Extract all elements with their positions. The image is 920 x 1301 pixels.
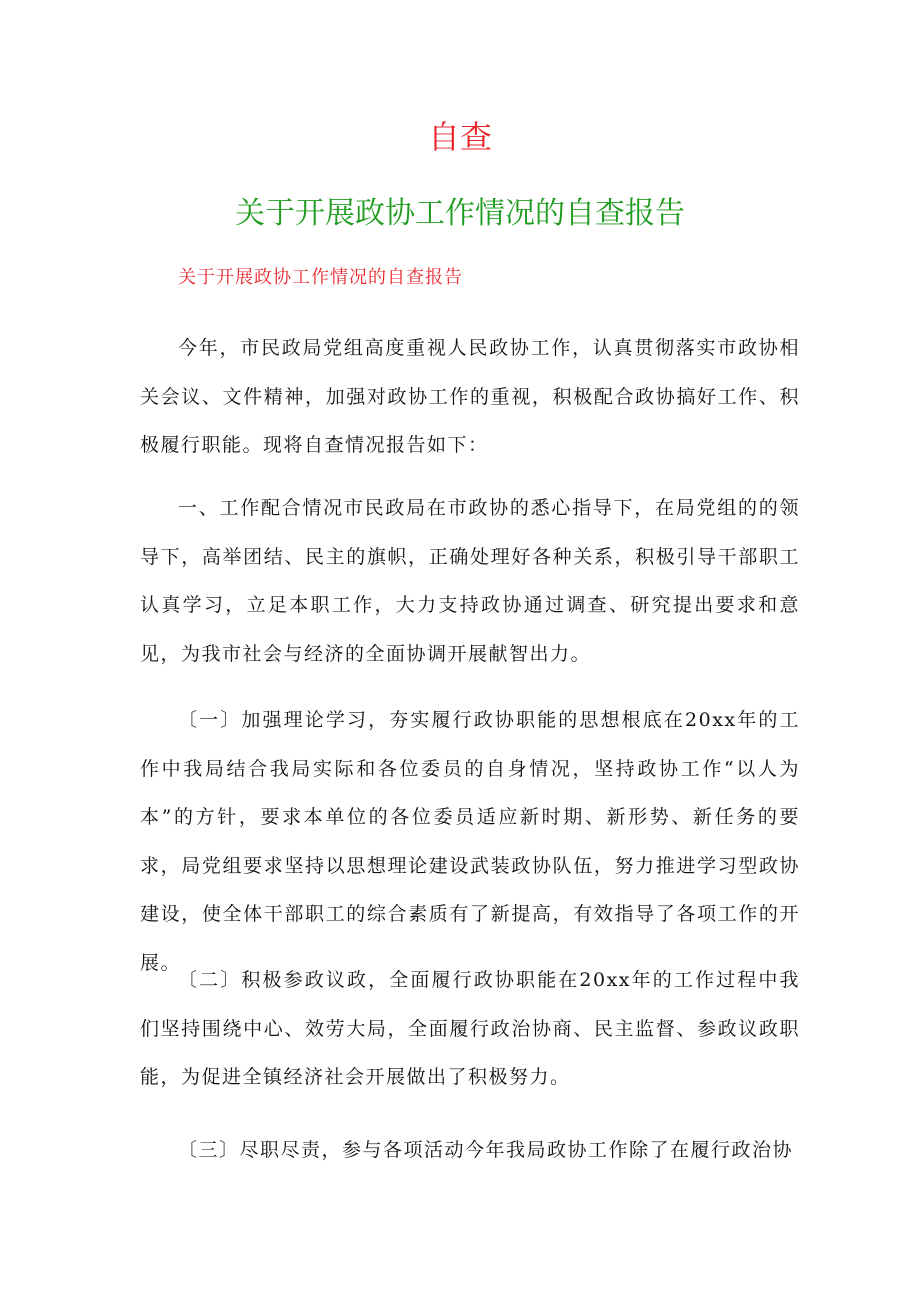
paragraph-subsection-1: 〔一〕加强理论学习，夯实履行政协职能的思想根底在20xx年的工作中我局结合我局实际和各位委员的自身情况，坚持政协工作“以人为本”的方针，要求本单位的各位委员适应新时期、新形势、新任务的要求，局党组要求坚持以思想理论建设武装政协队伍，努力推进学习型政协建设，使全体干部职工的综合素质有了新提高，有效指导了各项工作的开展。 [140, 709, 800, 974]
paragraph-section-1: 一、工作配合情况市民政局在市政协的悉心指导下，在局党组的的领导下，高举团结、民主的旗帜，正确处理好各种关系，积极引导干部职工认真学习，立足本职工作，大力支持政协通过调查、研究提出要求和意见，为我市社会与经济的全面协调开展献智出力。 [140, 497, 800, 665]
document-subtitle: 关于开展政协工作情况的自查报告 [235, 196, 685, 231]
paragraph-intro: 今年，市民政局党组高度重视人民政协工作，认真贯彻落实市政协相关会议、文件精神，加强对政协工作的重视，积极配合政协搞好工作、积极履行职能。现将自查情况报告如下： [140, 337, 800, 456]
document-heading: 关于开展政协工作情况的自查报告 [178, 267, 463, 288]
document-title: 自查 [427, 118, 492, 156]
paragraph-subsection-2: 〔二〕积极参政议政，全面履行政协职能在20xx年的工作过程中我们坚持围绕中心、效劳大局，全面履行政治协商、民主监督、参政议政职能，为促进全镇经济社会开展做出了积极努力。 [140, 969, 800, 1088]
paragraph-subsection-3: 〔三〕尽职尽责，参与各项活动今年我局政协工作除了在履行政治协 [178, 1139, 794, 1161]
